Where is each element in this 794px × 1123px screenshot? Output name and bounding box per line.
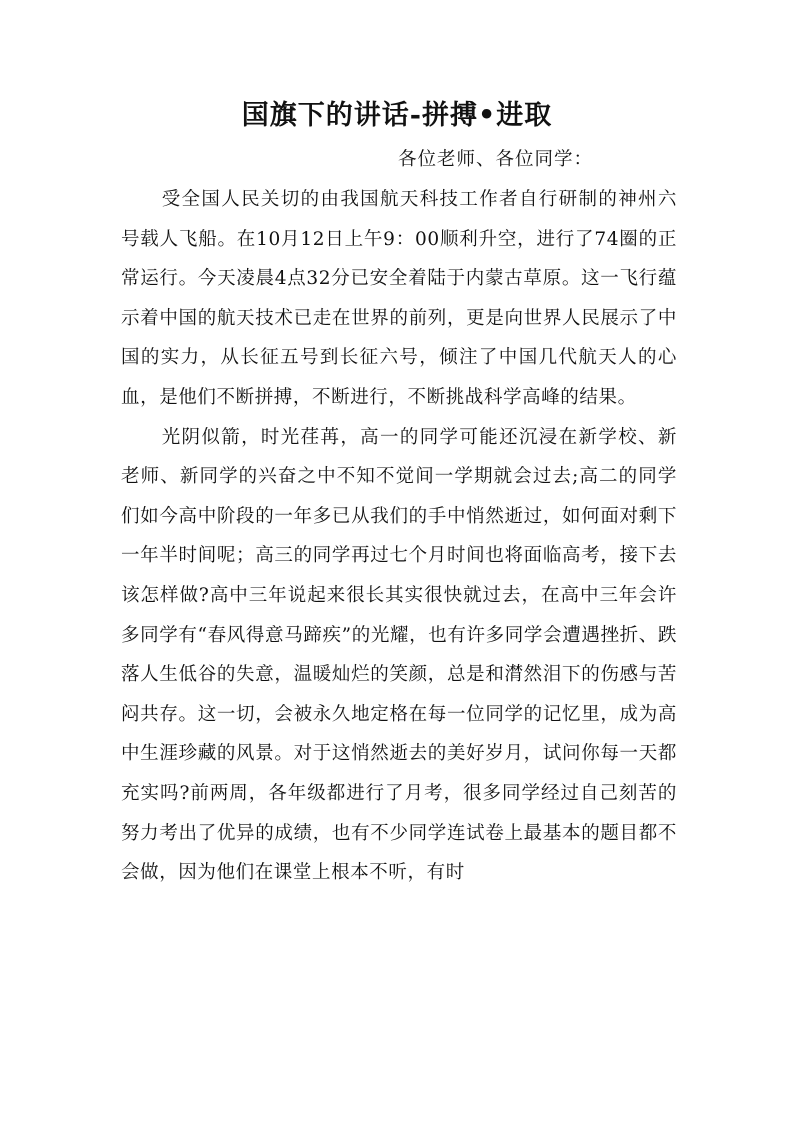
paragraph-1: 受全国人民关切的由我国航天科技工作者自行研制的神州六号载人飞船。在10月12日上午9：00顺利升空，进行了74圈的正常运行。今天凌晨4点32分已安全着陆于内蒙古草原。这一飞行蕴示着中国的航天技术已走在世界的前列，更是向世界人民展示了中国的实力，从长征五号到长征六号，倾注了中国几代航天人的心血，是他们不断拼搏，不断进行，不断挑战科学高峰的结果。 [121,189,677,408]
paragraph-2: 光阴似箭，时光荏苒，高一的同学可能还沉浸在新学校、新老师、新同学的兴奋之中不知不觉间一学期就会过去;高二的同学们如今高中阶段的一年多已从我们的手中悄然逝过，如何面对剩下一年半时间呢；高三的同学再过七个月时间也将面临高考，接下去该怎样做?高中三年说起来很长其实很快就过去，在高中三年会许多同学有“春风得意马蹄疾”的光耀，也有许多同学会遭遇挫折、跌落人生低谷的失意，温暖灿烂的笑颜，总是和潸然泪下的伤感与苦闷共存。这一切，会被永久地定格在每一位同学的记忆里，成为高中生涯珍藏的风景。对于这悄然逝去的美好岁月，试问你每一天都充实吗?前两周，各年级都进行了月考，很多同学经过自己刻苦的努力考出了优异的成绩，也有不少同学连试卷上最基本的题目都不会做，因为他们在课堂上根本不听，有时 [121,426,677,884]
document-body [121,180,677,893]
document-title: 国旗下的讲话-拼搏•进取 [241,100,553,131]
salutation: 各位老师、各位同学： [398,149,594,170]
